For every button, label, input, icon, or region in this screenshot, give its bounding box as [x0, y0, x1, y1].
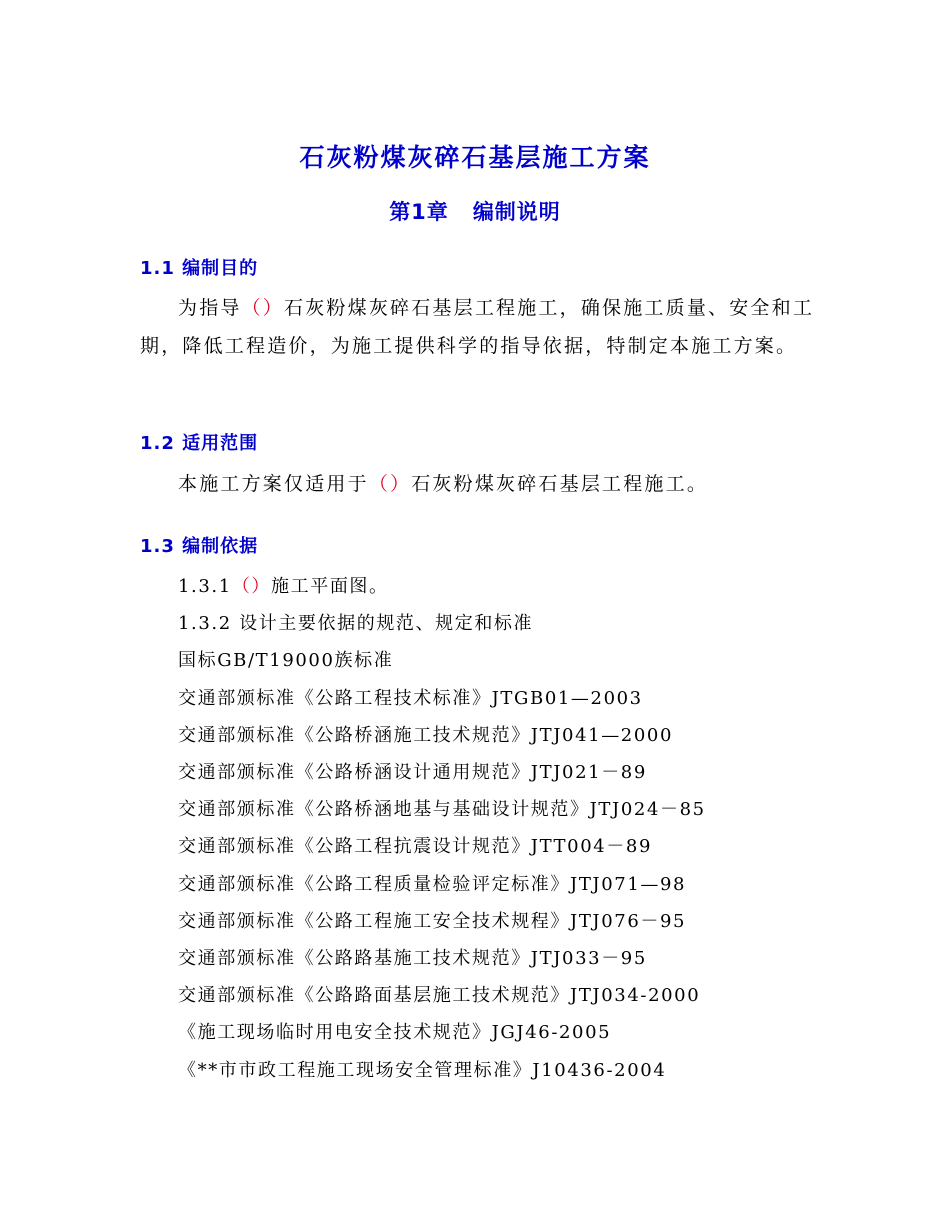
paragraph-text: 本施工方案仅适用于	[178, 473, 369, 495]
list-item: 交通部颁标准《公路路面基层施工技术规范》JTJ034-2000	[178, 985, 701, 1007]
placeholder-brackets: （）	[241, 297, 285, 319]
list-item: 1.3.2 设计主要依据的规范、规定和标准	[178, 613, 534, 635]
list-item: 交通部颁标准《公路桥涵施工技术规范》JTJ041—2000	[178, 724, 674, 746]
placeholder-brackets: （）	[368, 473, 412, 495]
section-1-1-paragraph	[140, 289, 815, 365]
section-heading-1-3: 1.3 编制依据	[140, 536, 259, 557]
paragraph-text: 石灰粉煤灰碎石基层工程施工，确保施工质量、安全和工期，降低工程造价，为施工提供科学的指导依据，特制定本施工方案。	[140, 297, 815, 357]
list-item: 交通部颁标准《公路工程施工安全技术规程》JTJ076－95	[178, 910, 687, 932]
list-item: 交通部颁标准《公路工程技术标准》JTGB01—2003	[178, 687, 643, 709]
list-item: 交通部颁标准《公路桥涵设计通用规范》JTJ021－89	[178, 762, 647, 784]
chapter-heading	[0, 196, 950, 226]
basis-list	[178, 568, 706, 1089]
list-item: 交通部颁标准《公路工程质量检验评定标准》JTJ071—98	[178, 873, 687, 895]
document-title: 石灰粉煤灰碎石基层施工方案	[299, 143, 651, 172]
list-item: 1.3.1（）施工平面图。	[178, 576, 389, 597]
paragraph-text: 为指导	[178, 297, 242, 319]
list-item: 交通部颁标准《公路路基施工技术规范》JTJ033－95	[178, 948, 647, 970]
list-item: 交通部颁标准《公路工程抗震设计规范》JTT004－89	[178, 836, 653, 858]
list-item: 交通部颁标准《公路桥涵地基与基础设计规范》JTJ024－85	[178, 799, 706, 821]
section-heading-1-1: 1.1 编制目的	[140, 258, 259, 279]
list-item: 国标GB/T19000族标准	[178, 650, 394, 672]
list-item: 《施工现场临时用电安全技术规范》JGJ46-2005	[178, 1022, 612, 1044]
section-1-2-paragraph	[140, 465, 815, 503]
chapter-name: 编制说明	[472, 200, 561, 224]
placeholder-brackets: （）	[231, 576, 272, 597]
section-heading-1-2: 1.2 适用范围	[140, 433, 259, 454]
list-item: 《**市市政工程施工现场安全管理标准》J10436-2004	[178, 1059, 667, 1081]
paragraph-text: 石灰粉煤灰碎石基层工程施工。	[411, 473, 709, 495]
chapter-number: 第1章	[389, 200, 449, 224]
